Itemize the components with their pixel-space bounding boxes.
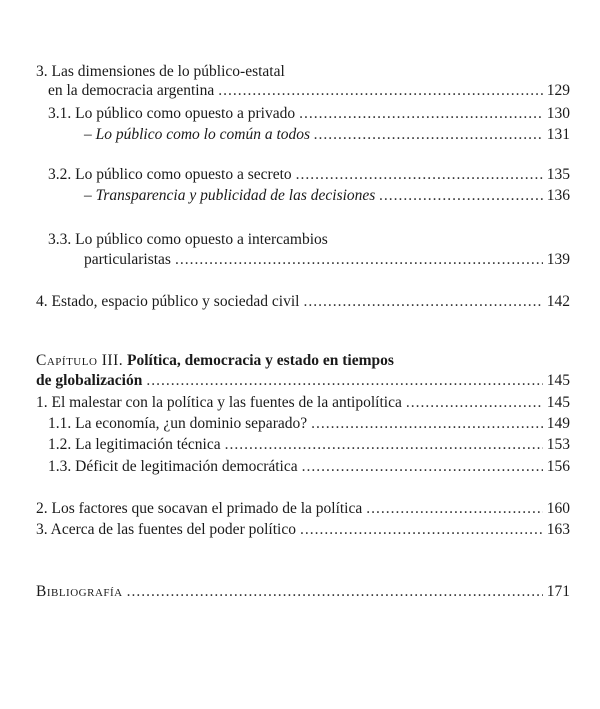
dot-leader (218, 81, 543, 101)
toc-entry-c1 (36, 393, 570, 413)
chapter-title: Política, democracia y estado en tiempos (127, 352, 394, 369)
toc-entry-title: 1.2. La legitimación técnica (48, 436, 221, 453)
page-number: 130 (546, 105, 570, 122)
toc-entry-c2 (36, 499, 570, 519)
toc-entry-c3 (36, 520, 570, 540)
page-number: 131 (546, 126, 570, 143)
toc-entry-title: – Lo público como lo común a todos (84, 126, 311, 143)
toc-entry-title: – Transparencia y publicidad de las decisiones (84, 187, 376, 204)
chapter-title-line2: de globalización (36, 372, 143, 389)
toc-entry-title: 1.3. Déficit de legitimación democrática (48, 458, 298, 475)
page-number: 156 (546, 458, 570, 475)
toc-entry-title: 2. Los factores que socavan el primado de la política (36, 500, 363, 517)
toc-entry-c1-3 (48, 457, 570, 477)
chapter-3-heading (36, 371, 570, 391)
dot-leader (300, 520, 543, 540)
dot-leader (175, 250, 543, 270)
dot-leader (225, 435, 543, 455)
toc-entry-3-1 (48, 104, 570, 124)
page-number: 153 (546, 436, 570, 453)
dot-leader (379, 186, 542, 206)
toc-entry-title: Bibliografía (36, 583, 123, 600)
dot-leader (366, 499, 543, 519)
toc-entry-title: 4. Estado, espacio público y sociedad civil (36, 293, 300, 310)
dot-leader (303, 292, 542, 312)
toc-entry-3-3-line2: particularistas (84, 251, 171, 268)
page-number: 160 (546, 500, 570, 517)
toc-entry-title: 3.2. Lo público como opuesto a secreto (48, 166, 292, 183)
dot-leader (314, 125, 543, 145)
page-number: 135 (546, 166, 570, 183)
dot-leader (127, 582, 543, 602)
page-number: 136 (546, 187, 570, 204)
dot-leader (302, 457, 543, 477)
toc-entry-3-2-a (84, 186, 570, 206)
toc-entry-3-3 (84, 250, 570, 270)
toc-entry-3 (48, 81, 570, 101)
toc-entry-3-1-a (84, 125, 570, 145)
page-number: 171 (546, 583, 570, 600)
toc-entry-title: 1. El malestar con la política y las fuentes de la antipolítica (36, 394, 402, 411)
dot-leader (146, 371, 542, 391)
page-number: 163 (546, 521, 570, 538)
page-number: 142 (546, 293, 570, 310)
page-number: 149 (546, 415, 570, 432)
toc-entry-3-3-line1: 3.3. Lo público como opuesto a intercambios (48, 231, 328, 248)
page-number: 145 (546, 394, 570, 411)
page-number: 129 (546, 82, 570, 99)
dot-leader (406, 393, 543, 413)
chapter-3-heading-line1 (36, 351, 394, 371)
dot-leader (311, 414, 543, 434)
toc-entry-c1-2 (48, 435, 570, 455)
page-number: 145 (546, 372, 570, 389)
chapter-label: Capítulo III. (36, 352, 124, 369)
dot-leader (299, 104, 543, 124)
toc-entry-bibliography (36, 582, 570, 602)
toc-entry-4 (36, 292, 570, 312)
toc-entry-3-2 (48, 165, 570, 185)
toc-entry-3-line1: 3. Las dimensiones de lo público-estatal (36, 63, 285, 80)
dot-leader (296, 165, 543, 185)
toc-entry-title: 1.1. La economía, ¿un dominio separado? (48, 415, 308, 432)
toc-entry-c1-1 (48, 414, 570, 434)
page-number: 139 (546, 251, 570, 268)
toc-entry-title: 3. Acerca de las fuentes del poder político (36, 521, 296, 538)
toc-entry-title: 3.1. Lo público como opuesto a privado (48, 105, 296, 122)
toc-entry-3-line2: en la democracia argentina (48, 82, 215, 99)
